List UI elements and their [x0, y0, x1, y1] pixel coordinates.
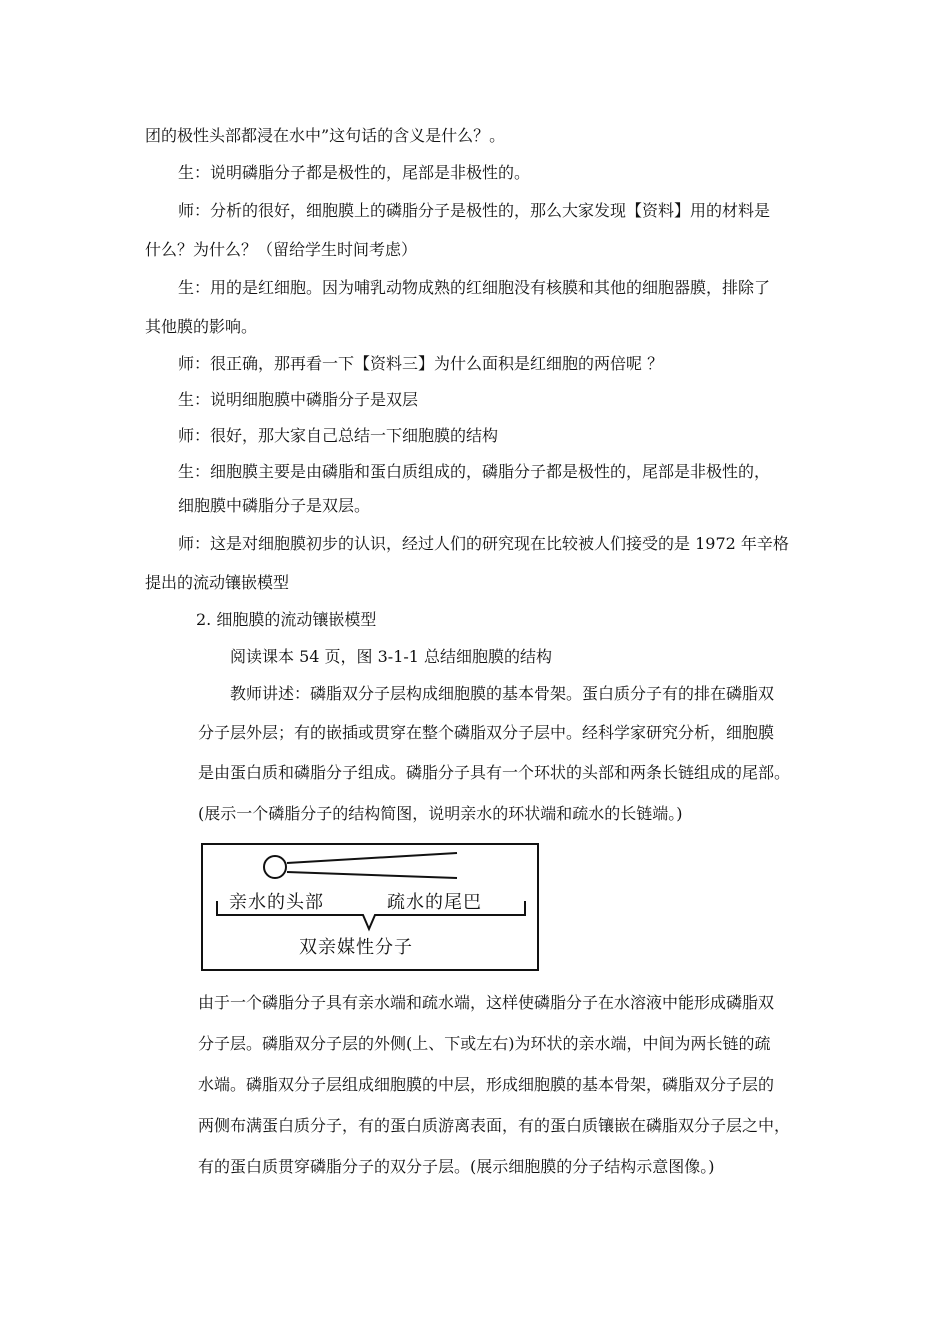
section-heading: 2. 细胞膜的流动镶嵌模型 — [196, 610, 377, 629]
text-line: 师：分析的很好，细胞膜上的磷脂分子是极性的，那么大家发现【资料】用的材料是 — [178, 201, 771, 220]
text-line: 有的蛋白质贯穿磷脂分子的双分子层。(展示细胞膜的分子结构示意图像。) — [198, 1157, 715, 1176]
text-line: 师：这是对细胞膜初步的认识，经过人们的研究现在比较被人们接受的是 1972 年辛格 — [178, 534, 789, 553]
head-label: 亲水的头部 — [229, 892, 324, 913]
text-line: 什么？为什么？（留给学生时间考虑） — [145, 240, 418, 259]
text-line: 其他膜的影响。 — [145, 317, 258, 336]
bottom-label: 双亲媒性分子 — [299, 937, 413, 958]
text-line: 师：很正确，那再看一下【资料三】为什么面积是红细胞的两倍呢 ？ — [178, 354, 664, 373]
text-line: 生：用的是红细胞。因为哺乳动物成熟的红细胞没有核膜和其他的细胞器膜，排除了 — [178, 278, 771, 297]
text-line: 教师讲述：磷脂双分子层构成细胞膜的基本骨架。蛋白质分子有的排在磷脂双 — [230, 684, 775, 703]
text-line: 两侧布满蛋白质分子，有的蛋白质游离表面，有的蛋白质镶嵌在磷脂双分子层之中， — [198, 1116, 791, 1135]
text-line: 细胞膜中磷脂分子是双层。 — [178, 496, 371, 515]
text-line: 提出的流动镶嵌模型 — [145, 573, 290, 592]
tail-label: 疏水的尾巴 — [387, 892, 482, 913]
text-line: 水端。磷脂双分子层组成细胞膜的中层，形成细胞膜的基本骨架，磷脂双分子层的 — [198, 1075, 775, 1094]
text-line: 是由蛋白质和磷脂分子组成。磷脂分子具有一个环状的头部和两条长链组成的尾部。 — [198, 763, 791, 782]
tail-line-2 — [287, 872, 457, 878]
text-line: 生：细胞膜主要是由磷脂和蛋白质组成的，磷脂分子都是极性的，尾部是非极性的， — [178, 462, 771, 481]
text-line: 师：很好，那大家自己总结一下细胞膜的结构 — [178, 426, 499, 445]
hydrophilic-head-icon — [264, 856, 286, 878]
text-line: 团的极性头部都浸在水中”这句话的含义是什么？。 — [145, 126, 506, 145]
phospholipid-figure — [201, 843, 539, 971]
text-line: 生：说明磷脂分子都是极性的，尾部是非极性的。 — [178, 163, 531, 182]
text-line: 分子层。磷脂双分子层的外侧(上、下或左右)为环状的亲水端，中间为两长链的疏 — [198, 1034, 771, 1053]
text-line: 生：说明细胞膜中磷脂分子是双层 — [178, 390, 419, 409]
text-line: (展示一个磷脂分子的结构简图，说明亲水的环状端和疏水的长链端。) — [198, 804, 683, 823]
tail-line-1 — [287, 853, 457, 863]
text-line: 阅读课本 54 页，图 3-1-1 总结细胞膜的结构 — [230, 647, 553, 666]
text-line: 由于一个磷脂分子具有亲水端和疏水端，这样使磷脂分子在水溶液中能形成磷脂双 — [198, 993, 775, 1012]
text-line: 分子层外层；有的嵌插或贯穿在整个磷脂双分子层中。经科学家研究分析，细胞膜 — [198, 723, 775, 742]
